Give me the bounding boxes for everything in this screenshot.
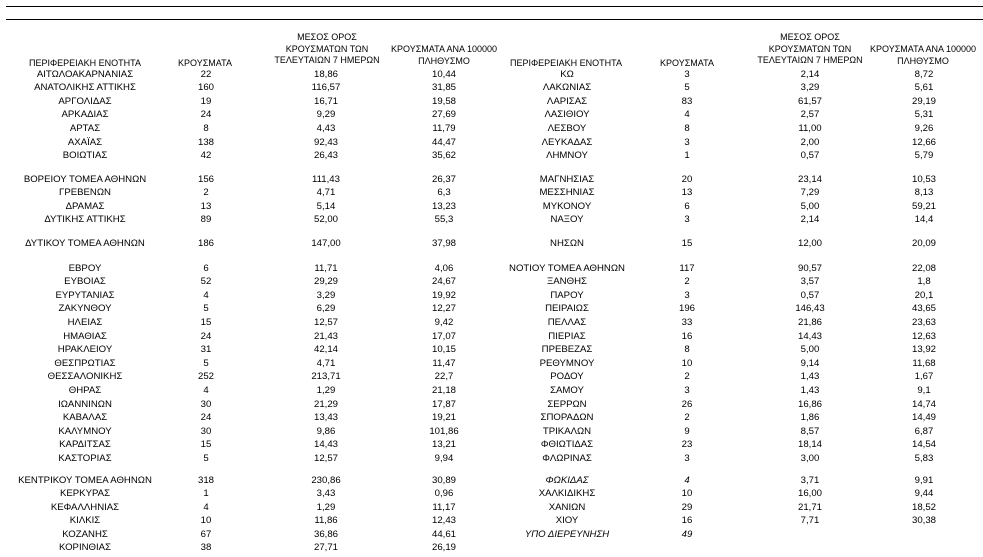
left-cell-per100k: 19,21 xyxy=(431,412,456,423)
right-cell-per100k: 5,79 xyxy=(914,150,934,161)
left-cell-region: ΖΑΚΥΝΘΟΥ xyxy=(58,303,112,314)
right-cell-cases: 16 xyxy=(681,331,693,342)
left-cell-per100k: 22,7 xyxy=(434,371,454,382)
left-cell-per100k: 0,96 xyxy=(434,488,454,499)
left-cell-per100k: 12,27 xyxy=(431,303,456,314)
left-cell-cases: 10 xyxy=(200,515,212,526)
avg7-line-1: ΜΕΣΟΣ ΟΡΟΣ xyxy=(297,32,357,42)
right-cell-per100k: 1,8 xyxy=(917,276,931,287)
left-cell-per100k: 4,06 xyxy=(434,263,454,274)
right-cell-region: ΛΑΚΩΝΙΑΣ xyxy=(542,82,592,93)
left-cell-region: ΑΡΓΟΛΙΔΑΣ xyxy=(58,96,112,107)
right-cell-region: ΦΩΚΙΔΑΣ xyxy=(545,475,589,486)
right-cell-region: ΦΘΙΩΤΙΔΑΣ xyxy=(540,439,594,450)
left-cell-avg7: 52,00 xyxy=(313,214,338,225)
right-cell-region: ΧΑΛΚΙΔΙΚΗΣ xyxy=(538,488,596,499)
right-cell-cases: 2 xyxy=(684,276,690,287)
right-cell-avg7: 21,71 xyxy=(797,502,822,513)
right-cell-avg7: 11,00 xyxy=(798,123,822,134)
right-cell-per100k: 9,1 xyxy=(917,385,931,396)
left-cell-cases: 24 xyxy=(200,412,212,423)
left-cell-region: ΚΑΡΔΙΤΣΑΣ xyxy=(59,439,111,450)
left-cell-avg7: 4,71 xyxy=(316,358,336,369)
right-cell-avg7: 5,00 xyxy=(800,201,820,212)
left-cell-per100k: 55,3 xyxy=(434,214,454,225)
right-cell-region: ΣΠΟΡΑΔΩΝ xyxy=(540,412,594,423)
left-cell-per100k: 44,61 xyxy=(431,529,456,540)
left-cell-cases: 24 xyxy=(200,331,212,342)
right-cell-avg7: 3,57 xyxy=(800,276,820,287)
right-cell-region: ΛΑΡΙΣΑΣ xyxy=(546,96,588,107)
right-cell-per100k: 29,19 xyxy=(911,96,936,107)
left-cell-avg7: 11,71 xyxy=(314,263,338,274)
left-cell-avg7: 5,14 xyxy=(316,201,336,212)
left-cell-region: ΒΟΡΕΙΟΥ ΤΟΜΕΑ ΑΘΗΝΩΝ xyxy=(23,174,147,185)
right-cell-avg7: 1,86 xyxy=(800,412,820,423)
left-cell-avg7: 4,43 xyxy=(316,123,336,134)
right-cell-per100k: 9,44 xyxy=(914,488,934,499)
left-header-per100k xyxy=(382,44,506,67)
right-cell-avg7: 7,71 xyxy=(800,515,820,526)
left-cell-per100k: 26,19 xyxy=(431,542,456,553)
right-cell-cases: 2 xyxy=(684,371,690,382)
left-cell-region: ΘΗΡΑΣ xyxy=(68,385,102,396)
right-cell-avg7: 2,14 xyxy=(800,214,820,225)
left-cell-region: ΙΩΑΝΝΙΝΩΝ xyxy=(58,399,112,410)
right-cell-per100k: 20,1 xyxy=(914,290,934,301)
left-cell-avg7: 1,29 xyxy=(316,502,336,513)
right-cell-region: ΚΩ xyxy=(560,69,574,80)
left-cell-per100k: 9,42 xyxy=(434,317,454,328)
left-cell-per100k: 19,92 xyxy=(431,290,456,301)
right-cell-cases: 16 xyxy=(681,515,693,526)
right-cell-region: ΠΙΕΡΙΑΣ xyxy=(548,331,586,342)
left-cell-avg7: 27,71 xyxy=(313,542,338,553)
left-cell-avg7: 12,57 xyxy=(313,317,338,328)
right-cell-per100k: 11,68 xyxy=(912,358,936,369)
left-cell-region: ΓΡΕΒΕΝΩΝ xyxy=(59,187,111,198)
right-cell-cases: 196 xyxy=(678,303,695,314)
left-cell-avg7: 4,71 xyxy=(316,187,336,198)
right-cell-per100k: 9,26 xyxy=(914,123,934,134)
left-cell-per100k: 31,85 xyxy=(431,82,456,93)
right-cell-avg7: 2,00 xyxy=(800,137,820,148)
left-cell-region: ΑΡΚΑΔΙΑΣ xyxy=(61,109,109,120)
left-cell-avg7: 3,43 xyxy=(316,488,336,499)
left-cell-avg7: 21,43 xyxy=(313,331,338,342)
left-cell-avg7: 18,86 xyxy=(313,69,338,80)
left-cell-region: ΔΡΑΜΑΣ xyxy=(65,201,105,212)
left-cell-cases: 13 xyxy=(200,201,212,212)
right-cell-avg7: 5,00 xyxy=(800,344,820,355)
right-cell-avg7: 0,57 xyxy=(800,290,820,301)
left-cell-cases: 4 xyxy=(203,385,209,396)
per100k-line-2: ΠΛΗΘΥΣΜΟ xyxy=(418,55,470,66)
left-cell-cases: 252 xyxy=(197,371,214,382)
left-cell-cases: 6 xyxy=(203,263,209,274)
right-cell-region: ΥΠΟ ΔΙΕΡΕΥΝΗΣΗ xyxy=(524,529,610,540)
right-cell-region: ΜΕΣΣΗΝΙΑΣ xyxy=(539,187,595,198)
left-cell-per100k: 12,43 xyxy=(431,515,456,526)
right-cell-per100k: 12,63 xyxy=(911,331,936,342)
left-cell-per100k: 10,44 xyxy=(431,69,456,80)
right-cell-avg7: 0,57 xyxy=(800,150,820,161)
left-cell-avg7: 230,86 xyxy=(311,475,341,486)
right-cell-per100k: 20,09 xyxy=(911,238,936,249)
right-cell-region: ΛΕΥΚΑΔΑΣ xyxy=(541,137,593,148)
right-cell-region: ΤΡΙΚΑΛΩΝ xyxy=(542,426,592,437)
left-cell-cases: 89 xyxy=(200,214,212,225)
right-cell-per100k: 23,63 xyxy=(911,317,936,328)
right-cell-avg7: 2,57 xyxy=(800,109,820,120)
left-cell-per100k: 17,07 xyxy=(431,331,456,342)
right-cell-cases: 15 xyxy=(681,238,693,249)
right-cell-avg7: 61,57 xyxy=(797,96,822,107)
right-cell-cases: 3 xyxy=(684,69,690,80)
right-cell-avg7: 2,14 xyxy=(800,69,820,80)
right-cell-region: ΠΕΙΡΑΙΩΣ xyxy=(545,303,589,314)
right-cell-avg7: 18,14 xyxy=(797,439,822,450)
right-cell-cases: 33 xyxy=(681,317,693,328)
left-cell-per100k: 13,21 xyxy=(431,439,456,450)
avg7-line-1: ΜΕΣΟΣ ΟΡΟΣ xyxy=(780,32,840,42)
left-cell-cases: 38 xyxy=(200,542,212,553)
right-cell-region: ΧΙΟΥ xyxy=(555,515,579,526)
left-cell-cases: 15 xyxy=(200,317,212,328)
right-cell-cases: 4 xyxy=(684,475,690,486)
left-cell-cases: 19 xyxy=(200,96,212,107)
left-cell-per100k: 11,17 xyxy=(432,502,456,513)
left-cell-region: ΚΑΛΥΜΝΟΥ xyxy=(58,426,112,437)
right-cell-avg7: 14,43 xyxy=(797,331,822,342)
right-cell-avg7: 3,71 xyxy=(800,475,820,486)
left-cell-per100k: 9,94 xyxy=(434,453,454,464)
right-cell-region: ΣΑΜΟΥ xyxy=(550,385,584,396)
right-cell-avg7: 21,86 xyxy=(797,317,822,328)
left-cell-avg7: 42,14 xyxy=(313,344,338,355)
left-cell-avg7: 213,71 xyxy=(311,371,341,382)
left-cell-cases: 22 xyxy=(200,69,212,80)
right-cell-region: ΣΕΡΡΩΝ xyxy=(547,399,587,410)
left-cell-region: ΕΥΒΟΙΑΣ xyxy=(64,276,106,287)
left-cell-per100k: 37,98 xyxy=(431,238,456,249)
right-cell-region: ΛΑΣΙΘΙΟΥ xyxy=(544,109,590,120)
left-cell-cases: 42 xyxy=(200,150,212,161)
per100k-line-1: ΚΡΟΥΣΜΑΤΑ ΑΝΑ 100000 xyxy=(870,44,976,54)
left-cell-region: ΕΒΡΟΥ xyxy=(68,263,102,274)
right-cell-cases: 26 xyxy=(681,399,693,410)
right-cell-avg7: 9,14 xyxy=(800,358,820,369)
avg7-line-2: ΚΡΟΥΣΜΑΤΩΝ ΤΩΝ xyxy=(285,43,369,54)
right-cell-per100k: 43,65 xyxy=(911,303,936,314)
right-cell-avg7: 12,00 xyxy=(797,238,822,249)
left-cell-avg7: 6,29 xyxy=(316,303,336,314)
left-cell-avg7: 13,43 xyxy=(313,412,338,423)
right-cell-region: ΝΟΤΙΟΥ ΤΟΜΕΑ ΑΘΗΝΩΝ xyxy=(509,263,625,274)
right-cell-avg7: 1,43 xyxy=(800,371,820,382)
left-cell-region: ΗΡΑΚΛΕΙΟΥ xyxy=(57,344,113,355)
left-cell-region: ΒΟΙΩΤΙΑΣ xyxy=(62,150,108,161)
left-cell-per100k: 44,47 xyxy=(431,137,456,148)
right-cell-per100k: 18,52 xyxy=(911,502,936,513)
left-cell-per100k: 11,47 xyxy=(432,358,456,369)
left-cell-cases: 156 xyxy=(197,174,214,185)
right-cell-cases: 10 xyxy=(681,488,693,499)
left-cell-cases: 30 xyxy=(200,426,212,437)
right-header-avg7 xyxy=(745,32,875,67)
left-cell-avg7: 116,57 xyxy=(311,82,341,93)
right-cell-cases: 9 xyxy=(684,426,690,437)
right-cell-region: ΡΕΘΥΜΝΟΥ xyxy=(539,358,595,369)
right-cell-cases: 3 xyxy=(684,137,690,148)
right-cell-avg7: 7,29 xyxy=(800,187,820,198)
left-cell-region: ΑΝΑΤΟΛΙΚΗΣ ΑΤΤΙΚΗΣ xyxy=(34,82,136,93)
right-cell-region: ΜΑΓΝΗΣΙΑΣ xyxy=(539,174,595,185)
right-header-region: ΠΕΡΙΦΕΡΕΙΑΚΗ ΕΝΟΤΗΤΑ xyxy=(509,58,623,68)
right-cell-cases: 2 xyxy=(684,412,690,423)
right-cell-per100k: 5,61 xyxy=(914,82,934,93)
right-cell-cases: 3 xyxy=(684,290,690,301)
right-cell-region: ΠΑΡΟΥ xyxy=(550,290,584,301)
left-cell-region: ΚΕΡΚΥΡΑΣ xyxy=(59,488,110,499)
right-cell-avg7: 16,86 xyxy=(797,399,822,410)
right-cell-cases: 5 xyxy=(684,82,690,93)
left-cell-per100k: 27,69 xyxy=(431,109,456,120)
right-cell-per100k: 22,08 xyxy=(911,263,936,274)
right-cell-cases: 23 xyxy=(681,439,693,450)
right-cell-cases: 10 xyxy=(681,358,693,369)
left-cell-per100k: 101,86 xyxy=(429,426,459,437)
left-cell-per100k: 10,15 xyxy=(431,344,456,355)
right-cell-per100k: 14,49 xyxy=(911,412,936,423)
right-cell-per100k: 12,66 xyxy=(911,137,936,148)
right-cell-cases: 3 xyxy=(684,385,690,396)
right-cell-per100k: 14,4 xyxy=(914,214,934,225)
left-cell-cases: 186 xyxy=(197,238,214,249)
per100k-line-2: ΠΛΗΘΥΣΜΟ xyxy=(897,55,949,66)
left-cell-cases: 5 xyxy=(203,303,209,314)
left-cell-per100k: 6,3 xyxy=(437,187,451,198)
right-header-cases: ΚΡΟΥΣΜΑΤΑ xyxy=(660,58,714,68)
left-cell-region: ΘΕΣΣΑΛΟΝΙΚΗΣ xyxy=(47,371,123,382)
right-cell-region: ΛΕΣΒΟΥ xyxy=(547,123,587,134)
right-cell-region: ΠΕΛΛΑΣ xyxy=(547,317,587,328)
left-cell-region: ΗΜΑΘΙΑΣ xyxy=(63,331,107,342)
right-cell-region: ΠΡΕΒΕΖΑΣ xyxy=(541,344,593,355)
left-cell-avg7: 147,00 xyxy=(311,238,341,249)
left-cell-cases: 31 xyxy=(200,344,212,355)
left-cell-avg7: 111,43 xyxy=(312,174,340,185)
right-cell-avg7: 23,14 xyxy=(797,174,822,185)
right-cell-cases: 49 xyxy=(681,529,693,540)
right-cell-cases: 117 xyxy=(679,263,695,274)
left-cell-cases: 4 xyxy=(203,502,209,513)
left-cell-avg7: 36,86 xyxy=(313,529,338,540)
left-cell-cases: 52 xyxy=(200,276,212,287)
right-cell-per100k: 9,91 xyxy=(914,475,934,486)
right-cell-avg7: 8,57 xyxy=(800,426,820,437)
left-cell-avg7: 16,71 xyxy=(313,96,338,107)
left-cell-per100k: 21,18 xyxy=(431,385,456,396)
right-cell-avg7: 146,43 xyxy=(795,303,825,314)
left-cell-avg7: 92,43 xyxy=(313,137,338,148)
left-cell-region: ΘΕΣΠΡΩΤΙΑΣ xyxy=(54,358,116,369)
right-cell-cases: 3 xyxy=(684,453,690,464)
right-cell-region: ΦΛΩΡΙΝΑΣ xyxy=(542,453,592,464)
top-rule xyxy=(6,6,983,7)
right-cell-cases: 20 xyxy=(681,174,693,185)
left-cell-region: ΑΧΑΪΑΣ xyxy=(67,137,103,148)
right-cell-per100k: 8,13 xyxy=(914,187,934,198)
left-cell-region: ΚΟΖΑΝΗΣ xyxy=(62,529,108,540)
left-cell-avg7: 1,29 xyxy=(316,385,336,396)
left-cell-cases: 2 xyxy=(203,187,209,198)
right-cell-cases: 29 xyxy=(681,502,693,513)
left-cell-avg7: 14,43 xyxy=(313,439,338,450)
right-cell-per100k: 14,74 xyxy=(911,399,936,410)
left-cell-region: ΚΕΦΑΛΛΗΝΙΑΣ xyxy=(50,502,120,513)
right-cell-per100k: 6,87 xyxy=(914,426,934,437)
left-cell-cases: 138 xyxy=(197,137,214,148)
left-cell-region: ΗΛΕΙΑΣ xyxy=(67,317,103,328)
left-cell-per100k: 26,37 xyxy=(431,174,456,185)
left-cell-avg7: 3,29 xyxy=(316,290,336,301)
left-cell-cases: 67 xyxy=(200,529,212,540)
left-cell-per100k: 11,79 xyxy=(432,123,456,134)
right-cell-per100k: 30,38 xyxy=(911,515,936,526)
right-cell-cases: 4 xyxy=(684,109,690,120)
per100k-line-1: ΚΡΟΥΣΜΑΤΑ ΑΝΑ 100000 xyxy=(391,44,497,54)
left-cell-per100k: 17,87 xyxy=(431,399,456,410)
second-rule xyxy=(6,19,983,20)
left-cell-avg7: 11,86 xyxy=(314,515,338,526)
avg7-line-2: ΚΡΟΥΣΜΑΤΩΝ ΤΩΝ xyxy=(768,43,852,54)
right-cell-cases: 3 xyxy=(684,214,690,225)
left-cell-per100k: 35,62 xyxy=(431,150,456,161)
left-cell-cases: 4 xyxy=(203,290,209,301)
right-cell-avg7: 16,00 xyxy=(797,488,822,499)
left-header-region: ΠΕΡΙΦΕΡΕΙΑΚΗ ΕΝΟΤΗΤΑ xyxy=(28,58,142,68)
right-cell-avg7: 3,00 xyxy=(800,453,820,464)
right-cell-cases: 8 xyxy=(684,123,690,134)
right-cell-per100k: 1,67 xyxy=(914,371,934,382)
right-cell-cases: 8 xyxy=(684,344,690,355)
left-cell-avg7: 29,29 xyxy=(313,276,338,287)
left-cell-avg7: 26,43 xyxy=(313,150,338,161)
left-cell-region: ΚΑΒΑΛΑΣ xyxy=(62,412,108,423)
right-cell-per100k: 8,72 xyxy=(914,69,934,80)
left-cell-cases: 30 xyxy=(200,399,212,410)
right-cell-cases: 13 xyxy=(681,187,693,198)
left-cell-cases: 5 xyxy=(203,358,209,369)
left-cell-region: ΔΥΤΙΚΗΣ ΑΤΤΙΚΗΣ xyxy=(44,214,126,225)
right-cell-region: ΞΑΝΘΗΣ xyxy=(547,276,587,287)
right-cell-per100k: 14,54 xyxy=(911,439,936,450)
right-cell-cases: 6 xyxy=(684,201,690,212)
right-cell-region: ΛΗΜΝΟΥ xyxy=(546,150,588,161)
right-cell-per100k: 13,92 xyxy=(911,344,936,355)
left-cell-region: ΚΕΝΤΡΙΚΟΥ ΤΟΜΕΑ ΑΘΗΝΩΝ xyxy=(18,475,152,486)
left-cell-region: ΑΡΤΑΣ xyxy=(69,123,101,134)
right-cell-per100k: 5,83 xyxy=(914,453,934,464)
right-cell-cases: 1 xyxy=(684,150,690,161)
right-cell-region: ΧΑΝΙΩΝ xyxy=(548,502,586,513)
right-cell-region: ΝΗΣΩΝ xyxy=(550,238,584,249)
left-cell-region: ΚΙΛΚΙΣ xyxy=(69,515,101,526)
left-header-avg7 xyxy=(262,32,392,67)
left-cell-region: ΑΙΤΩΛΟΑΚΑΡΝΑΝΙΑΣ xyxy=(36,69,134,80)
right-cell-avg7: 3,29 xyxy=(800,82,820,93)
right-cell-region: ΝΑΞΟΥ xyxy=(550,214,584,225)
left-cell-per100k: 24,67 xyxy=(431,276,456,287)
left-cell-region: ΚΑΣΤΟΡΙΑΣ xyxy=(58,453,112,464)
right-cell-per100k: 10,53 xyxy=(911,174,936,185)
left-cell-region: ΚΟΡΙΝΘΙΑΣ xyxy=(58,542,112,553)
right-header-per100k xyxy=(863,44,983,67)
left-cell-cases: 8 xyxy=(203,123,209,134)
right-cell-per100k: 59,21 xyxy=(911,201,936,212)
left-cell-region: ΕΥΡΥΤΑΝΙΑΣ xyxy=(55,290,115,301)
left-cell-cases: 15 xyxy=(200,439,212,450)
right-cell-per100k: 5,31 xyxy=(914,109,934,120)
left-cell-cases: 318 xyxy=(197,475,214,486)
right-cell-region: ΜΥΚΟΝΟΥ xyxy=(542,201,592,212)
left-cell-per100k: 13,23 xyxy=(431,201,456,212)
left-cell-cases: 160 xyxy=(197,82,214,93)
right-cell-cases: 83 xyxy=(681,96,693,107)
right-cell-avg7: 1,43 xyxy=(800,385,820,396)
left-cell-avg7: 12,57 xyxy=(313,453,338,464)
right-cell-avg7: 90,57 xyxy=(797,263,822,274)
left-cell-cases: 5 xyxy=(203,453,209,464)
left-cell-per100k: 30,89 xyxy=(431,475,456,486)
right-cell-region: ΡΟΔΟΥ xyxy=(550,371,584,382)
left-cell-region: ΔΥΤΙΚΟΥ ΤΟΜΕΑ ΑΘΗΝΩΝ xyxy=(25,238,145,249)
avg7-line-3: ΤΕΛΕΥΤΑΙΩΝ 7 ΗΜΕΡΩΝ xyxy=(274,55,380,65)
left-cell-cases: 1 xyxy=(203,488,209,499)
left-cell-avg7: 9,29 xyxy=(316,109,336,120)
left-header-cases: ΚΡΟΥΣΜΑΤΑ xyxy=(178,58,232,68)
left-cell-per100k: 19,58 xyxy=(431,96,456,107)
left-cell-avg7: 21,29 xyxy=(313,399,338,410)
avg7-line-3: ΤΕΛΕΥΤΑΙΩΝ 7 ΗΜΕΡΩΝ xyxy=(757,55,863,65)
left-cell-cases: 24 xyxy=(200,109,212,120)
left-cell-avg7: 9,86 xyxy=(316,426,336,437)
